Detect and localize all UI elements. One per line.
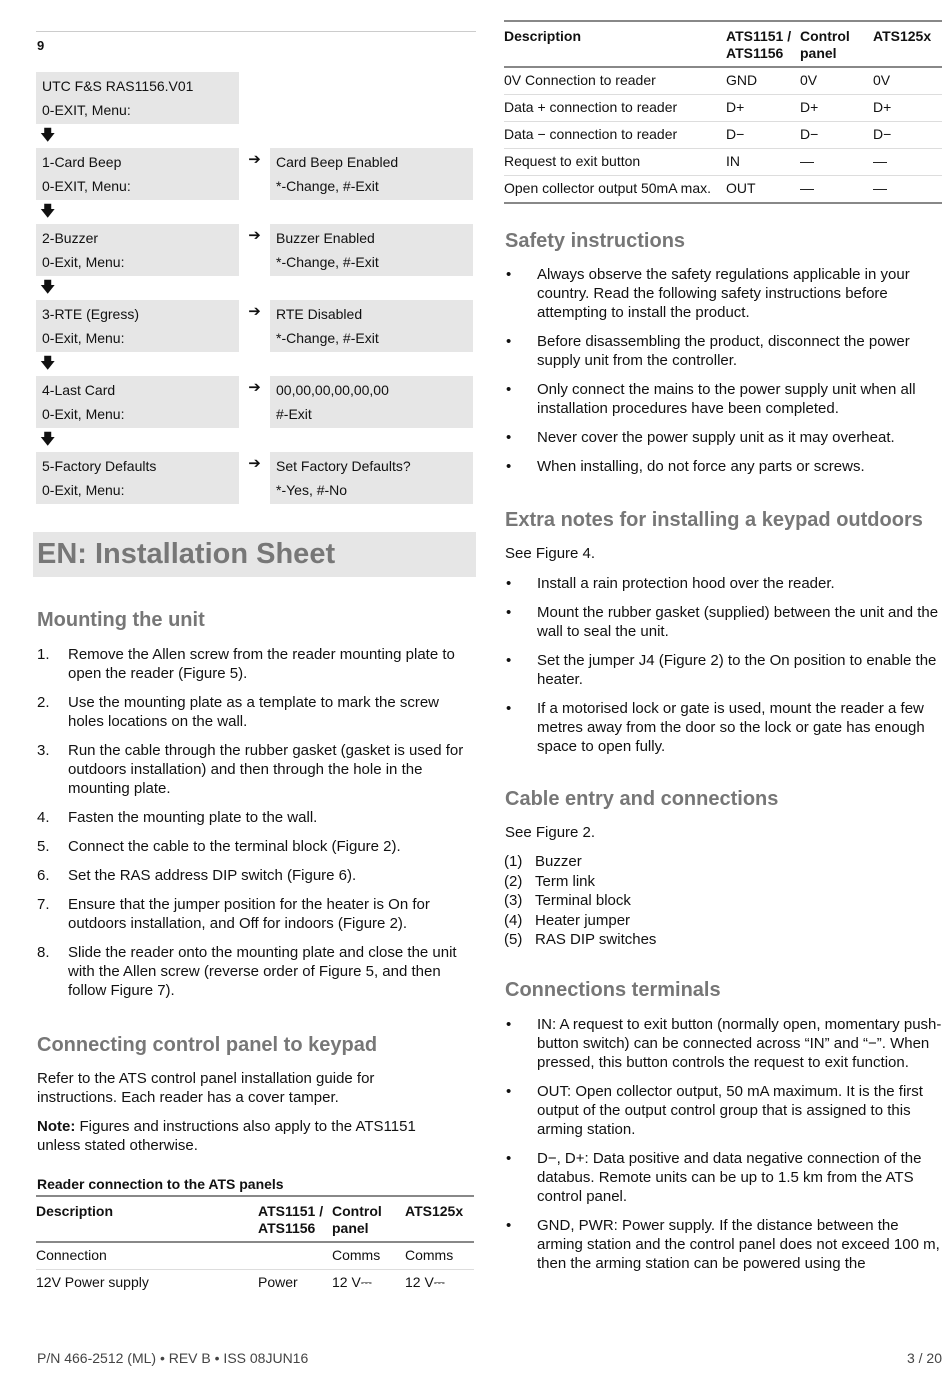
right-arrow-icon: ➔ (248, 303, 261, 320)
step-item: 5. Connect the cable to the terminal block (Figure 2). (37, 838, 401, 855)
legend-item: (3) Terminal block (504, 892, 631, 909)
list-item: • Always observe the safety regulations applicable in your country. Read the following safety instructions before attempting to install the product. (506, 266, 910, 321)
header-description: Description (504, 28, 582, 44)
section-banner (33, 532, 476, 577)
header-description: Description (36, 1203, 114, 1219)
down-arrow-icon: 🡇 (40, 355, 56, 372)
menu-item-box (36, 452, 239, 504)
menu-item-box (36, 300, 239, 352)
header-control-panel: Control panel (332, 1203, 382, 1236)
top-rule (36, 31, 476, 32)
menu-result-box (270, 452, 473, 504)
figure-legend (504, 852, 656, 950)
menu-result-label: Card Beep Enabled (276, 154, 399, 170)
menu-item-row (36, 376, 476, 428)
menu-item-box (36, 376, 239, 428)
menu-result-sub: *-Change, #-Exit (276, 330, 379, 346)
menu-diagram (36, 72, 476, 504)
menu-item-sub: 0-Exit, Menu: (42, 482, 125, 498)
connection-table-left (36, 1195, 474, 1296)
list-item: • Only connect the mains to the power supply unit when all installation procedures have been completed. (506, 381, 916, 417)
connection-table-right (504, 20, 942, 204)
menu-result-sub: *-Change, #-Exit (276, 178, 379, 194)
right-arrow-icon: ➔ (248, 227, 261, 244)
cable-heading: Cable entry and connections (505, 788, 779, 810)
connecting-heading: Connecting control panel to keypad (37, 1034, 378, 1056)
down-arrow-icon: 🡇 (40, 127, 56, 144)
menu-header-box (36, 72, 239, 124)
legend-item: (5) RAS DIP switches (504, 931, 657, 948)
outdoors-heading: Extra notes for installing a keypad outdoors (505, 509, 923, 531)
list-item: • Never cover the power supply unit as it may overheat. (506, 429, 895, 446)
menu-result-label: 00,00,00,00,00,00 (276, 382, 389, 398)
menu-item-label: 3-RTE (Egress) (42, 306, 139, 322)
mounting-heading: Mounting the unit (37, 609, 205, 631)
table-row: Open collector output 50mA max. OUT — — (504, 176, 942, 204)
menu-item-sub: 0-Exit, Menu: (42, 406, 125, 422)
legend-item: (1) Buzzer (504, 853, 582, 870)
step-item: 8. Slide the reader onto the mounting plate and close the unit with the Allen screw (reverse order of Figure 5, and then follow Figure 7). (37, 944, 457, 999)
menu-item-sub: 0-Exit, Menu: (42, 330, 125, 346)
menu-item-label: 4-Last Card (42, 382, 116, 398)
list-item: • When installing, do not force any parts or screws. (506, 458, 865, 475)
table-caption: Reader connection to the ATS panels (37, 1176, 284, 1192)
menu-item-box (36, 148, 239, 200)
right-arrow-icon: ➔ (248, 151, 261, 168)
note-para (37, 1117, 457, 1155)
menu-result-sub: *-Change, #-Exit (276, 254, 379, 270)
note-text: Figures and instructions also apply to the ATS1151 unless stated otherwise. (37, 1118, 416, 1154)
down-arrow-icon: 🡇 (40, 431, 56, 448)
step-item: 6. Set the RAS address DIP switch (Figure 6). (37, 867, 357, 884)
list-item: • D−, D+: Data positive and data negative connection of the databus. Remote units can be up to 1.5 km from the ATS control panel. (506, 1150, 922, 1205)
menu-result-box (270, 376, 473, 428)
list-item: • IN: A request to exit button (normally open, momentary push-button switch) can be connected across “IN” and “−”. When pressed, this button controls the request to exit function. (506, 1016, 942, 1071)
page-number: 9 (37, 38, 45, 53)
outdoors-see: See Figure 4. (505, 545, 596, 562)
menu-header-row (36, 72, 476, 124)
table-row: Connection Comms Comms (36, 1242, 474, 1270)
header-ats1151: ATS1151 / ATS1156 (726, 28, 792, 61)
list-item: • Install a rain protection hood over the reader. (506, 575, 835, 592)
list-item: • Before disassembling the product, disconnect the power supply unit from the controller. (506, 333, 910, 369)
step-item: 3. Run the cable through the rubber gasket (gasket is used for outdoors installation) and then through the hole in the mounting plate. (37, 742, 464, 797)
menu-result-box (270, 224, 473, 276)
terminals-list (504, 1015, 942, 1283)
menu-result-box (270, 300, 473, 352)
mounting-steps (37, 645, 477, 1010)
menu-result-box (270, 148, 473, 200)
table-row: 12V Power supply Power 12 V⎓ 12 V⎓ (36, 1274, 445, 1290)
menu-item-sub: 0-Exit, Menu: (42, 254, 125, 270)
header-ats125x: ATS125x (405, 1203, 464, 1219)
menu-item-label: 2-Buzzer (42, 230, 99, 246)
terminals-heading: Connections terminals (505, 979, 721, 1001)
menu-item-sub: 0-EXIT, Menu: (42, 178, 131, 194)
list-item: • Set the jumper J4 (Figure 2) to the On position to enable the heater. (506, 652, 937, 688)
table-row: 0V Connection to reader GND 0V 0V (504, 67, 942, 95)
legend-item: (4) Heater jumper (504, 911, 631, 929)
menu-header-line2: 0-EXIT, Menu: (42, 102, 131, 118)
list-item: • If a motorised lock or gate is used, mount the reader a few metres away from the door so the lock or gate has enough space to open fully. (506, 700, 925, 755)
header-control-panel: Control panel (800, 28, 850, 61)
step-item: 2. Use the mounting plate as a template to mark the screw holes locations on the wall. (37, 694, 440, 730)
safety-heading: Safety instructions (505, 230, 686, 252)
step-item: 1. Remove the Allen screw from the reader mounting plate to open the reader (Figure 5). (37, 646, 455, 682)
menu-item-label: 5-Factory Defaults (42, 458, 157, 474)
step-item: 7. Ensure that the jumper position for the heater is On for outdoors installation, and Off for indoors (Figure 2). (37, 896, 430, 932)
menu-item-row (36, 300, 476, 352)
menu-result-label: RTE Disabled (276, 306, 363, 322)
safety-list (504, 265, 940, 486)
footer-part-number: P/N 466-2512 (ML) • REV B • ISS 08JUN16 (37, 1350, 309, 1366)
connecting-para: Refer to the ATS control panel installation guide for instructions. Each reader has a cover tamper. (37, 1070, 375, 1106)
table-header-row (36, 1196, 474, 1242)
menu-item-row (36, 148, 476, 200)
right-arrow-icon: ➔ (248, 379, 261, 396)
note-label: Note: (37, 1118, 76, 1135)
table-header-row (504, 21, 942, 67)
menu-item-box (36, 224, 239, 276)
header-ats1151: ATS1151 / ATS1156 (258, 1203, 324, 1236)
list-item: • OUT: Open collector output, 50 mA maximum. It is the first output of the output control group that is assigned to this arming station. (506, 1083, 923, 1138)
footer-page: 3 / 20 (906, 1350, 942, 1366)
list-item: • GND, PWR: Power supply. If the distance between the arming station and the control panel does not exceed 100 m, then the arming station can be powered using the (506, 1217, 940, 1272)
right-arrow-icon: ➔ (248, 455, 261, 472)
table-row: Data − connection to reader D− D− D− (504, 122, 942, 149)
menu-result-sub: #-Exit (276, 406, 312, 422)
menu-result-label: Set Factory Defaults? (276, 458, 411, 474)
header-ats125x: ATS125x (873, 28, 932, 44)
down-arrow-icon: 🡇 (40, 203, 56, 220)
cable-see: See Figure 2. (505, 824, 596, 841)
list-item: • Mount the rubber gasket (supplied) between the unit and the wall to seal the unit. (506, 604, 939, 640)
menu-result-sub: *-Yes, #-No (276, 482, 348, 498)
menu-item-row (36, 452, 476, 504)
table-row: Request to exit button IN — — (504, 149, 942, 176)
down-arrow-icon: 🡇 (40, 279, 56, 296)
step-item: 4. Fasten the mounting plate to the wall. (37, 809, 318, 826)
menu-result-label: Buzzer Enabled (276, 230, 375, 246)
table-row: Data + connection to reader D+ D+ D+ (504, 95, 942, 122)
menu-header-line1: UTC F&S RAS1156.V01 (42, 78, 194, 94)
banner-title: EN: Installation Sheet (37, 538, 336, 570)
menu-item-row (36, 224, 476, 276)
legend-item: (2) Term link (504, 872, 596, 890)
menu-item-label: 1-Card Beep (42, 154, 122, 170)
outdoors-list (504, 574, 940, 766)
